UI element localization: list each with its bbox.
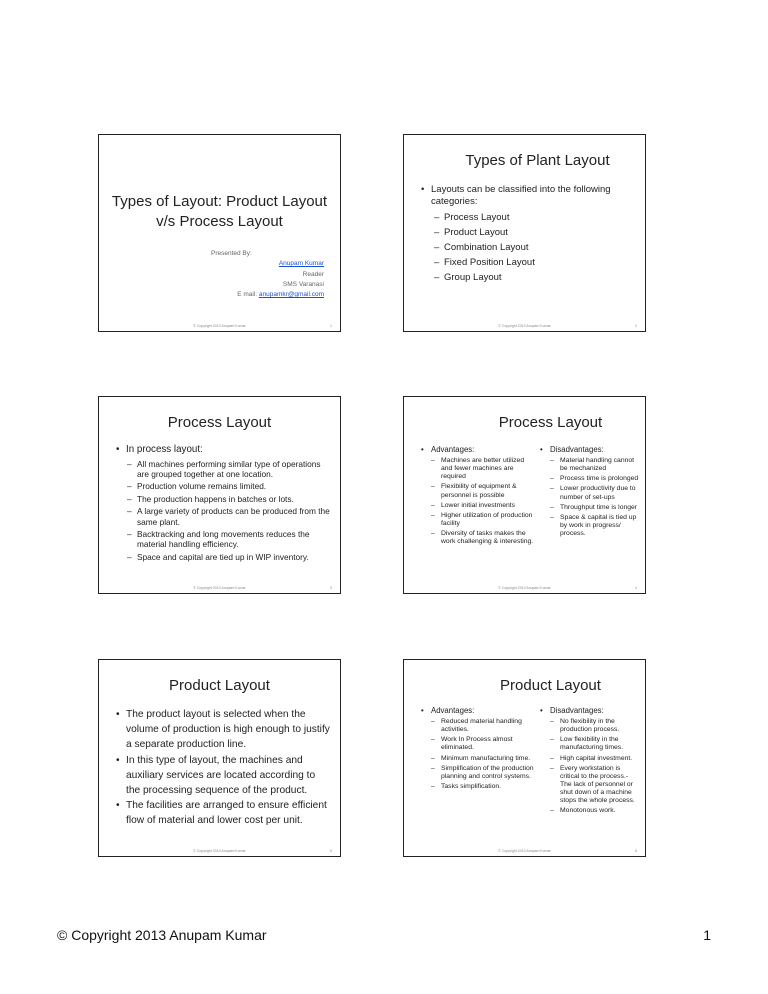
list-item: – Work In Process almost eliminated.: [431, 736, 534, 752]
list-item: – Simplification of the production planning and control systems.: [431, 765, 534, 781]
list-item: – All machines performing similar type of operations are grouped together at one location.: [127, 459, 334, 480]
slide-1-title: [99, 192, 340, 232]
list-item: – Tasks simplification.: [431, 783, 534, 791]
slide-4-number: 4: [635, 586, 637, 590]
list-item: – Flexibility of equipment & personnel is possible: [431, 483, 534, 499]
slide-1-title-line-2: v/s Process Layout: [156, 213, 283, 230]
slide-6-title: Product Layout: [500, 677, 601, 694]
slide-2-footer-copyright: © Copyright 2013 Anupam Kumar: [498, 324, 551, 328]
page-footer-copyright: © Copyright 2013 Anupam Kumar: [57, 927, 267, 943]
slide-6-disadvantages-label: • Disadvantages:: [540, 706, 640, 715]
slide-5: [98, 659, 341, 857]
list-item: – Low flexibility in the manufacturing times.: [550, 736, 640, 752]
list-item: – Monotonous work.: [550, 807, 640, 815]
list-item: – Group Layout: [434, 272, 635, 284]
slide-6-footer-copyright: © Copyright 2013 Anupam Kumar: [498, 849, 551, 853]
slide-3-footer-copyright: © Copyright 2013 Anupam Kumar: [193, 586, 246, 590]
slide-6-advantages-label: • Advantages:: [421, 706, 534, 715]
email-link[interactable]: anupamkr@gmail.com: [258, 291, 324, 299]
list-item: • The facilities are arranged to ensure efficient flow of material and lower cost per unit.: [116, 798, 332, 828]
author-org: SMS Varanasi: [282, 280, 324, 288]
slide-3: [98, 396, 341, 594]
page-footer: [57, 927, 711, 943]
slide-4: [403, 396, 646, 594]
slide-3-bullet: • In process layout:: [116, 444, 334, 456]
list-item: – Reduced material handling activities.: [431, 718, 534, 734]
list-item: – Process time is prolonged: [550, 475, 640, 483]
list-item: – Lower initial investments: [431, 502, 534, 510]
slide-5-footer-copyright: © Copyright 2013 Anupam Kumar: [193, 849, 246, 853]
list-item: – Minimum manufacturing time.: [431, 755, 534, 763]
slide-4-footer-copyright: © Copyright 2013 Anupam Kumar: [498, 586, 551, 590]
slide-2-title: Types of Plant Layout: [465, 152, 610, 169]
list-item: – Backtracking and long movements reduces the material handling efficiency.: [127, 529, 334, 550]
slide-4-advantages-label: • Advantages:: [421, 445, 534, 454]
author-role: Reader: [302, 270, 324, 278]
slide-5-body: [116, 707, 332, 829]
list-item: – Fixed Position Layout: [434, 257, 635, 269]
slide-1-title-line-1: Types of Layout: Product Layout: [111, 193, 328, 210]
slide-1-number: 1: [330, 324, 332, 328]
slide-1-footer-copyright: © Copyright 2013 Anupam Kumar: [193, 324, 246, 328]
list-item: – High capital investment.: [550, 755, 640, 763]
slide-5-number: 5: [330, 849, 332, 853]
slide-2-body: [421, 184, 635, 284]
list-item: – Process Layout: [434, 212, 635, 224]
slide-1-presenter-block: [99, 249, 324, 300]
slide-1: [98, 134, 341, 332]
list-item: • The product layout is selected when the volume of production is high enough to justify a separate production line.: [116, 707, 332, 753]
slide-3-title: Process Layout: [167, 414, 272, 431]
slide-4-disadvantages-label: • Disadvantages:: [540, 445, 640, 454]
page-number: 1: [703, 927, 711, 943]
list-item: – The production happens in batches or lots.: [127, 494, 334, 504]
email-label: E mail:: [237, 291, 258, 299]
list-item: – Product Layout: [434, 227, 635, 239]
list-item: – Space and capital are tied up in WIP inventory.: [127, 552, 334, 562]
list-item: – Combination Layout: [434, 242, 635, 254]
slide-4-advantages-column: [421, 445, 534, 546]
list-item: – Space & capital is tied up by work in progress/ process.: [550, 514, 640, 538]
list-item: – Lower productivity due to number of set-ups: [550, 485, 640, 501]
slide-2-number: 2: [635, 324, 637, 328]
slide-6-disadvantages-column: [540, 706, 640, 815]
slide-2: [403, 134, 646, 332]
list-item: – Material handling cannot be mechanized: [550, 457, 640, 473]
list-item: – Machines are better utilized and fewer machines are required: [431, 457, 534, 481]
slide-5-title: Product Layout: [169, 677, 270, 694]
list-item: – Higher utilization of production facility: [431, 512, 534, 528]
author-link[interactable]: Anupam Kumar: [278, 260, 324, 268]
slide-3-number: 3: [330, 586, 332, 590]
slide-4-title: Process Layout: [498, 414, 603, 431]
slide-2-bullet: • Layouts can be classified into the following categories:: [421, 184, 635, 208]
presented-by-label: Presented By:: [211, 250, 252, 257]
list-item: – Throughput time is longer: [550, 504, 640, 512]
slide-6-advantages-column: [421, 706, 534, 791]
list-item: • In this type of layout, the machines and auxiliary services are located according to the processing sequence of the product.: [116, 753, 332, 799]
list-item: – Production volume remains limited.: [127, 481, 334, 491]
list-item: – No flexibility in the production process.: [550, 718, 640, 734]
list-item: – Every workstation is critical to the process.- The lack of personnel or shut down of a machine stops the whole process.: [550, 765, 640, 805]
slide-3-body: [116, 444, 334, 562]
list-item: – A large variety of products can be produced from the same plant.: [127, 506, 334, 527]
slide-4-disadvantages-column: [540, 445, 640, 538]
slide-6-number: 6: [635, 849, 637, 853]
slide-6: [403, 659, 646, 857]
list-item: – Diversity of tasks makes the work challenging & interesting.: [431, 530, 534, 546]
